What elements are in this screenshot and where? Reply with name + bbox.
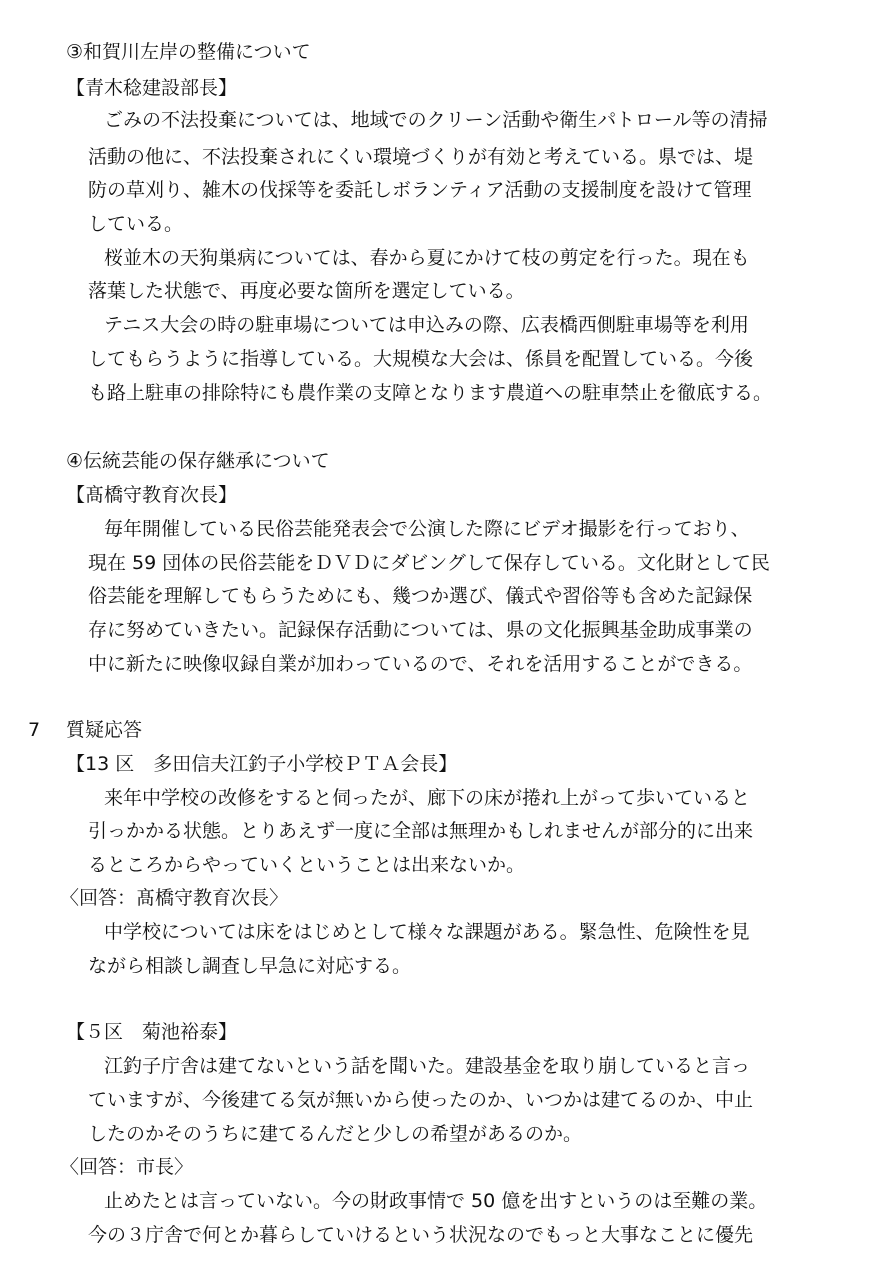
speaker-label: 【青木稔建設部長】 — [66, 77, 238, 99]
paragraph-line: 存に努めていきたい。記録保存活動については、県の文化振興基金助成事業の — [88, 619, 753, 641]
answer-line: 中学校については床をはじめとして様々な課題がある。緊急性、危険性を見 — [104, 921, 750, 943]
paragraph-line: 俗芸能を理解してもらうためにも、幾つか選び、儀式や習俗等も含めた記録保 — [88, 585, 753, 607]
question-line: 江釣子庁舎は建てないという話を聞いた。建設基金を取り崩していると言っ — [104, 1055, 751, 1077]
question-line: したのかそのうちに建てるんだと少しの希望があるのか。 — [88, 1123, 583, 1145]
paragraph-line: 活動の他に、不法投棄されにくい環境づくりが有効と考えている。県では、堤 — [88, 146, 754, 168]
section-heading: ③和賀川左岸の整備について — [66, 41, 311, 63]
answer-line: 止めたとは言っていない。今の財政事情で 50 億を出すというのは至難の業。 — [104, 1190, 768, 1212]
question-line: 来年中学校の改修をすると伺ったが、廊下の床が捲れ上がって歩いていると — [104, 787, 751, 809]
answer-line: 今の３庁舎で何とか暮らしていけるという状況なのでもっと大事なことに優先 — [88, 1224, 754, 1246]
answer-label: 〈回答：市長〉 — [60, 1156, 194, 1178]
paragraph-line: 毎年開催している民俗芸能発表会で公演した際にビデオ撮影を行っており、 — [104, 518, 750, 540]
paragraph-line: 中に新たに映像収録自業が加わっているので、それを活用することができる。 — [88, 653, 753, 675]
paragraph-line: テニス大会の時の駐車場については申込みの際、広表橋西側駐車場等を利用 — [104, 314, 749, 336]
answer-label: 〈回答：髙橋守教育次長〉 — [60, 887, 289, 909]
section-heading: ④伝統芸能の保存継承について — [66, 450, 330, 472]
question-line: るところからやっていくということは出来ないか。 — [88, 854, 526, 876]
paragraph-line: 現在 59 団体の民俗芸能をＤＶＤにダビングして保存している。文化財として民 — [88, 552, 770, 574]
speaker-label: 【５区 菊池裕泰】 — [66, 1021, 238, 1043]
speaker-label: 【13 区 多田信夫江釣子小学校ＰＴＡ会長】 — [66, 753, 458, 775]
paragraph-line: 防の草刈り、雑木の伐採等を委託しボランティア活動の支援制度を設けて管理 — [88, 179, 752, 201]
paragraph-line: してもらうように指導している。大規模な大会は、係員を配置している。今後 — [88, 348, 754, 370]
speaker-label: 【髙橋守教育次長】 — [66, 484, 238, 506]
answer-line: ながら相談し調査し早急に対応する。 — [88, 955, 412, 977]
paragraph-line: している。 — [88, 213, 184, 235]
section-title: 質疑応答 — [66, 719, 143, 741]
paragraph-line: ごみの不法投棄については、地域でのクリーン活動や衛生パトロール等の清掃 — [104, 109, 768, 131]
question-line: ていますが、今後建てる気が無いから使ったのか、いつかは建てるのか、中止 — [88, 1089, 754, 1111]
paragraph-line: 桜並木の天狗巣病については、春から夏にかけて枝の剪定を行った。現在も — [104, 247, 750, 269]
section-number: 7 — [28, 719, 41, 741]
paragraph-line: も路上駐車の排除特にも農作業の支障となります農道への駐車禁止を徹底する。 — [88, 382, 773, 404]
question-line: 引っかかる状態。とりあえず一度に全部は無理かもしれませんが部分的に出来 — [88, 820, 754, 842]
paragraph-line: 落葉した状態で、再度必要な箇所を選定している。 — [88, 280, 525, 302]
